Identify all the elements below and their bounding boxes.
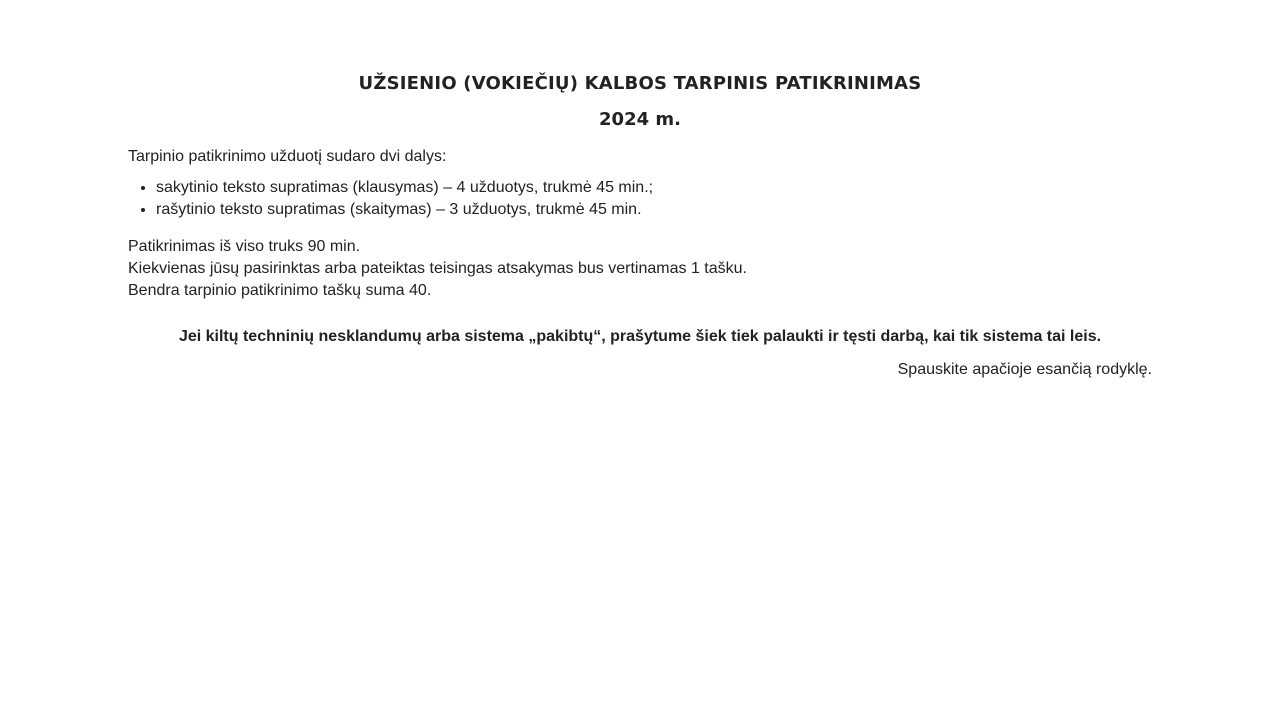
page-year: 2024 m.	[599, 109, 681, 130]
intro-text: Tarpinio patikrinimo užduotį sudaro dvi dalys:	[128, 148, 447, 165]
duration-text: Patikrinimas iš viso truks 90 min.	[128, 238, 361, 255]
test-info	[128, 236, 747, 302]
test-parts-list	[128, 177, 653, 221]
list-item: • rašytinio teksto supratimas (skaitymas) – 3 užduotys, trukmė 45 min.	[156, 199, 653, 221]
scoring-text: Kiekvienas jūsų pasirinktas arba pateiktas teisingas atsakymas bus vertinamas 1 tašku.	[128, 260, 747, 277]
page-title: UŽSIENIO (VOKIEČIŲ) KALBOS TARPINIS PATIKRINIMAS	[358, 73, 922, 94]
technical-notice: Jei kiltų techninių nesklandumų arba sistema „pakibtų“, prašytume šiek tiek palaukti ir tęsti darbą, kai tik sistema tai leis.	[178, 328, 1102, 345]
list-item: • sakytinio teksto supratimas (klausymas) – 4 užduotys, trukmė 45 min.;	[156, 177, 653, 199]
navigation-hint: Spauskite apačioje esančią rodyklę.	[897, 361, 1152, 378]
total-points-text: Bendra tarpinio patikrinimo taškų suma 40.	[128, 282, 432, 299]
